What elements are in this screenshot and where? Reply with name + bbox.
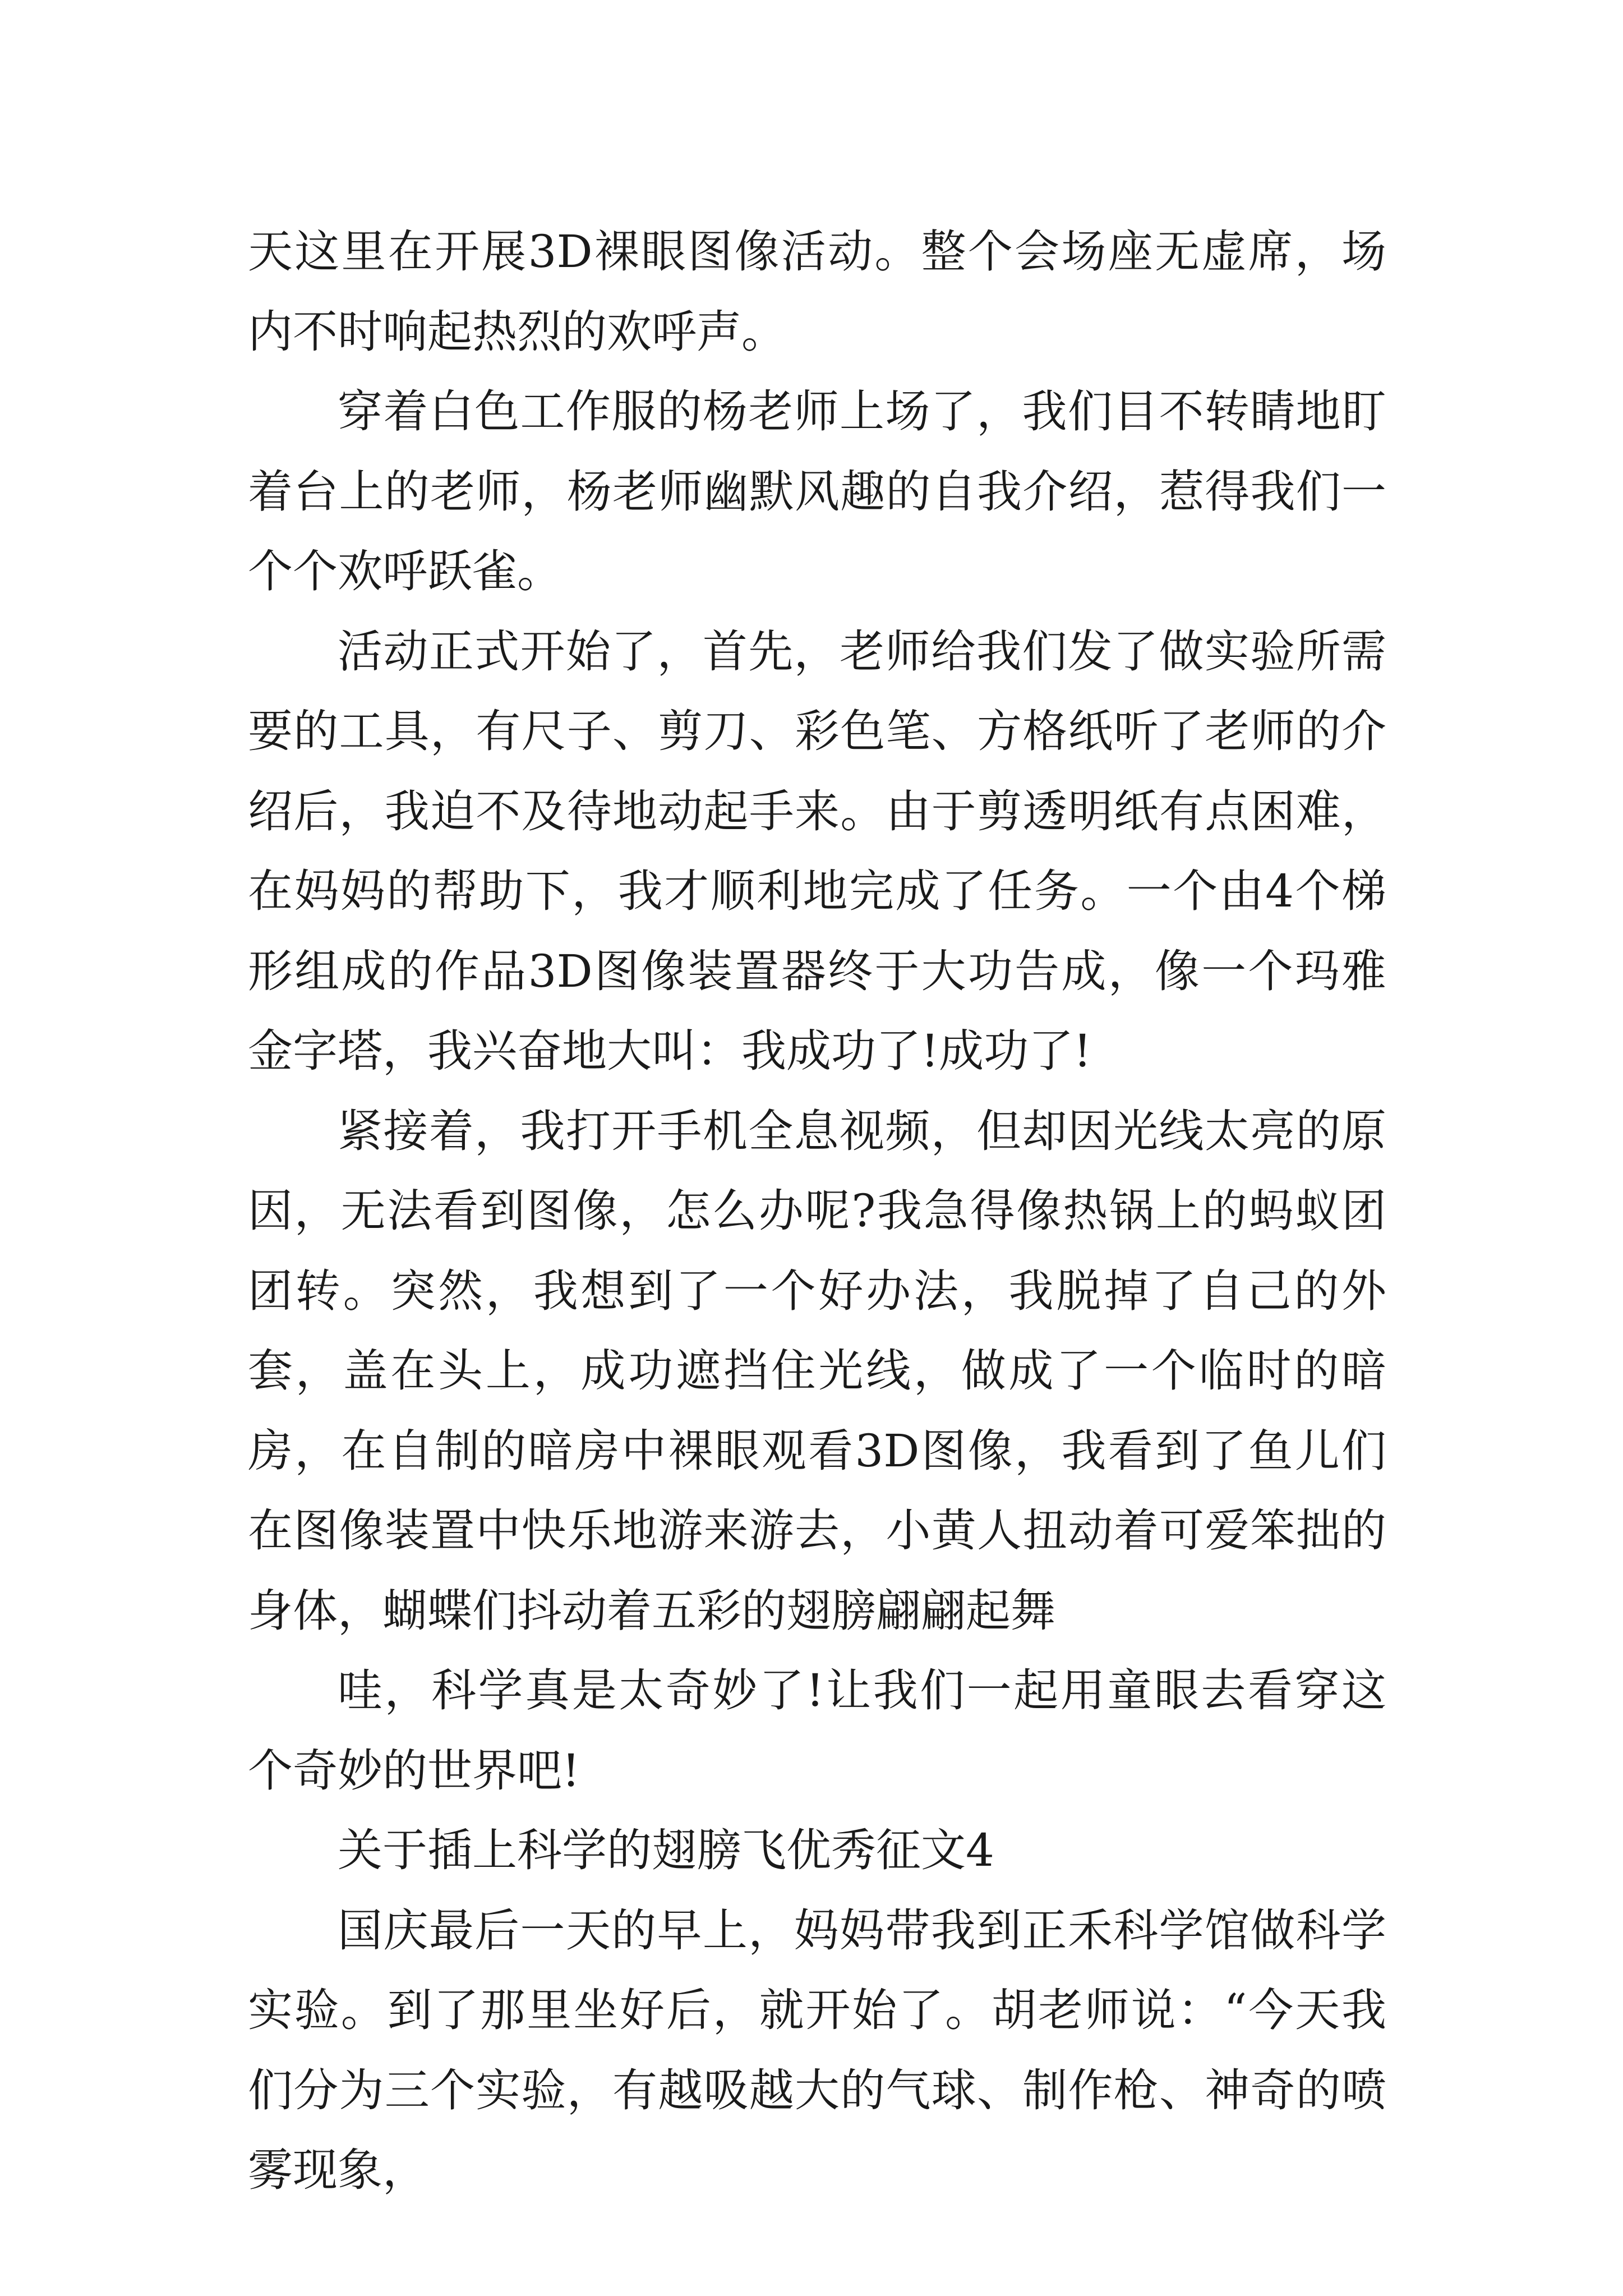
paragraph: 国庆最后一天的早上，妈妈带我到正禾科学馆做科学实验。到了那里坐好后，就开始了。胡老师说：“今天我们分为三个实验，有越吸越大的气球、制作枪、神奇的喷雾现象， [248,1904,1386,2196]
section-heading: 关于插上科学的翅膀飞优秀征文4 [338,1824,994,1876]
paragraph: 穿着白色工作服的杨老师上场了，我们目不转睛地盯着台上的老师，杨老师幽默风趣的自我介绍，惹得我们一个个欢呼跃雀。 [248,385,1386,597]
paragraph: 天这里在开展3D裸眼图像活动。整个会场座无虚席，场内不时响起热烈的欢呼声。 [248,226,1386,358]
document-body [248,212,1386,2211]
paragraph: 活动正式开始了，首先，老师给我们发了做实验所需要的工具，有尺子、剪刀、彩色笔、方格纸听了老师的介绍后，我迫不及待地动起手来。由于剪透明纸有点困难，在妈妈的帮助下，我才顺利地完成了任务。一个由4个梯形组成的作品3D图像装置器终于大功告成，像一个玛雅金字塔，我兴奋地大叫：我成功了!成功了! [248,625,1386,1077]
paragraph: 紧接着，我打开手机全息视频，但却因光线太亮的原因，无法看到图像，怎么办呢?我急得像热锅上的蚂蚁团团转。突然，我想到了一个好办法，我脱掉了自己的外套，盖在头上，成功遮挡住光线，做成了一个临时的暗房，在自制的暗房中裸眼观看3D图像，我看到了鱼儿们在图像装置中快乐地游来游去，小黄人扭动着可爱笨拙的身体，蝴蝶们抖动着五彩的翅膀翩翩起舞 [248,1105,1386,1637]
paragraph: 哇，科学真是太奇妙了!让我们一起用童眼去看穿这个奇妙的世界吧! [248,1664,1386,1797]
